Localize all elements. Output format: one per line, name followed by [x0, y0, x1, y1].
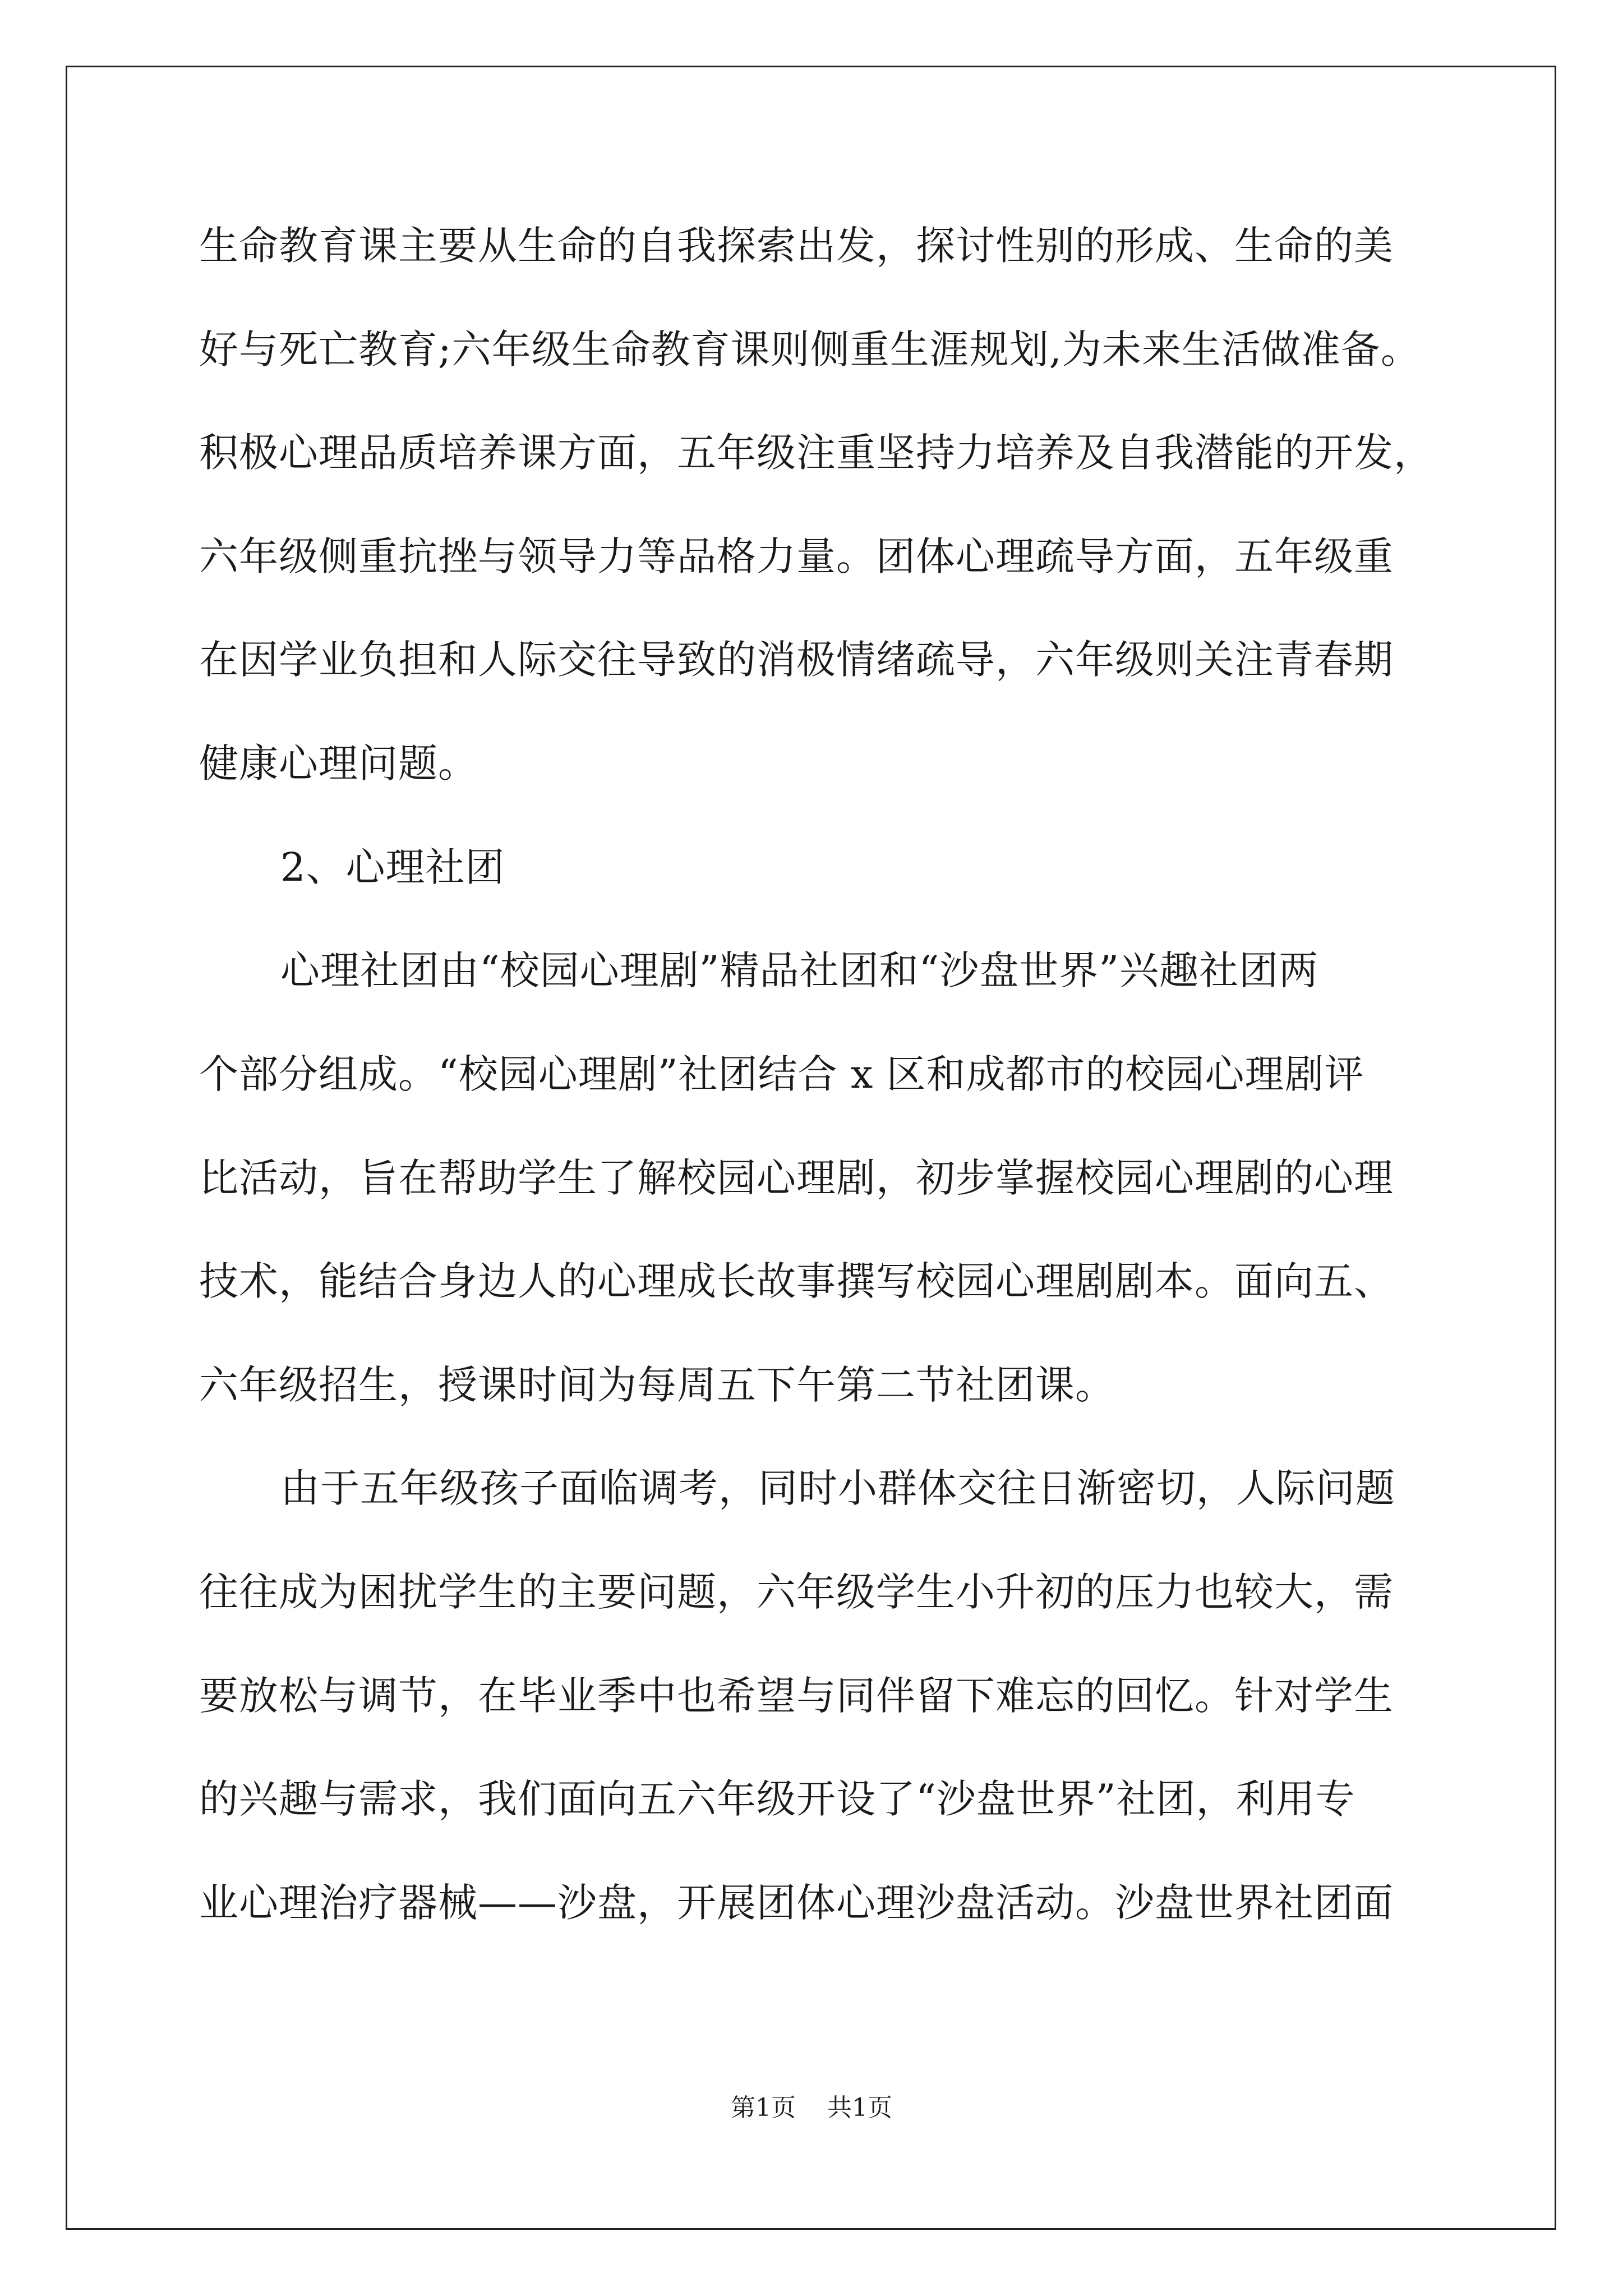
text-line: 要放松与调节，在毕业季中也希望与同伴留下难忘的回忆。针对学生 — [199, 1673, 1394, 1719]
text-line: 好与死亡教育;六年级生命教育课则侧重生涯规划,为未来生活做准备。 — [199, 326, 1421, 372]
page-number-total: 共1页 — [827, 2093, 892, 2122]
text-line: 个部分组成。“校园心理剧”社团结合 x 区和成都市的校园心理剧评 — [199, 1051, 1364, 1097]
text-line: 往往成为困扰学生的主要问题，六年级学生小升初的压力也较大，需 — [199, 1569, 1394, 1615]
text-line: 健康心理问题。 — [199, 740, 478, 786]
text-line: 生命教育课主要从生命的自我探索出发，探讨性别的形成、生命的美 — [199, 223, 1394, 269]
text-line: 的兴趣与需求，我们面向五六年级开设了“沙盘世界”社团，利用专 — [199, 1776, 1355, 1822]
page-number-current: 第1页 — [731, 2093, 796, 2122]
text-line: 由于五年级孩子面临调考，同时小群体交往日渐密切，人际问题 — [280, 1465, 1395, 1511]
text-line: 技术，能结合身边人的心理成长故事撰写校园心理剧剧本。面向五、 — [199, 1258, 1394, 1304]
text-line: 积极心理品质培养课方面，五年级注重坚持力培养及自我潜能的开发， — [199, 430, 1433, 476]
text-line: 六年级招生，授课时间为每周五下午第二节社团课。 — [199, 1362, 1115, 1408]
text-line: 在因学业负担和人际交往导致的消极情绪疏导，六年级则关注青春期 — [199, 637, 1394, 683]
text-line: 六年级侧重抗挫与领导力等品格力量。团体心理疏导方面，五年级重 — [199, 533, 1394, 579]
text-line: 业心理治疗器械——沙盘，开展团体心理沙盘活动。沙盘世界社团面 — [199, 1880, 1394, 1926]
text-line: 比活动，旨在帮助学生了解校园心理剧，初步掌握校园心理剧的心理 — [199, 1155, 1394, 1201]
page-footer — [0, 2091, 1623, 2125]
section-heading: 2、心理社团 — [280, 844, 505, 890]
text-line: 心理社团由“校园心理剧”精品社团和“沙盘世界”兴趣社团两 — [280, 947, 1319, 993]
